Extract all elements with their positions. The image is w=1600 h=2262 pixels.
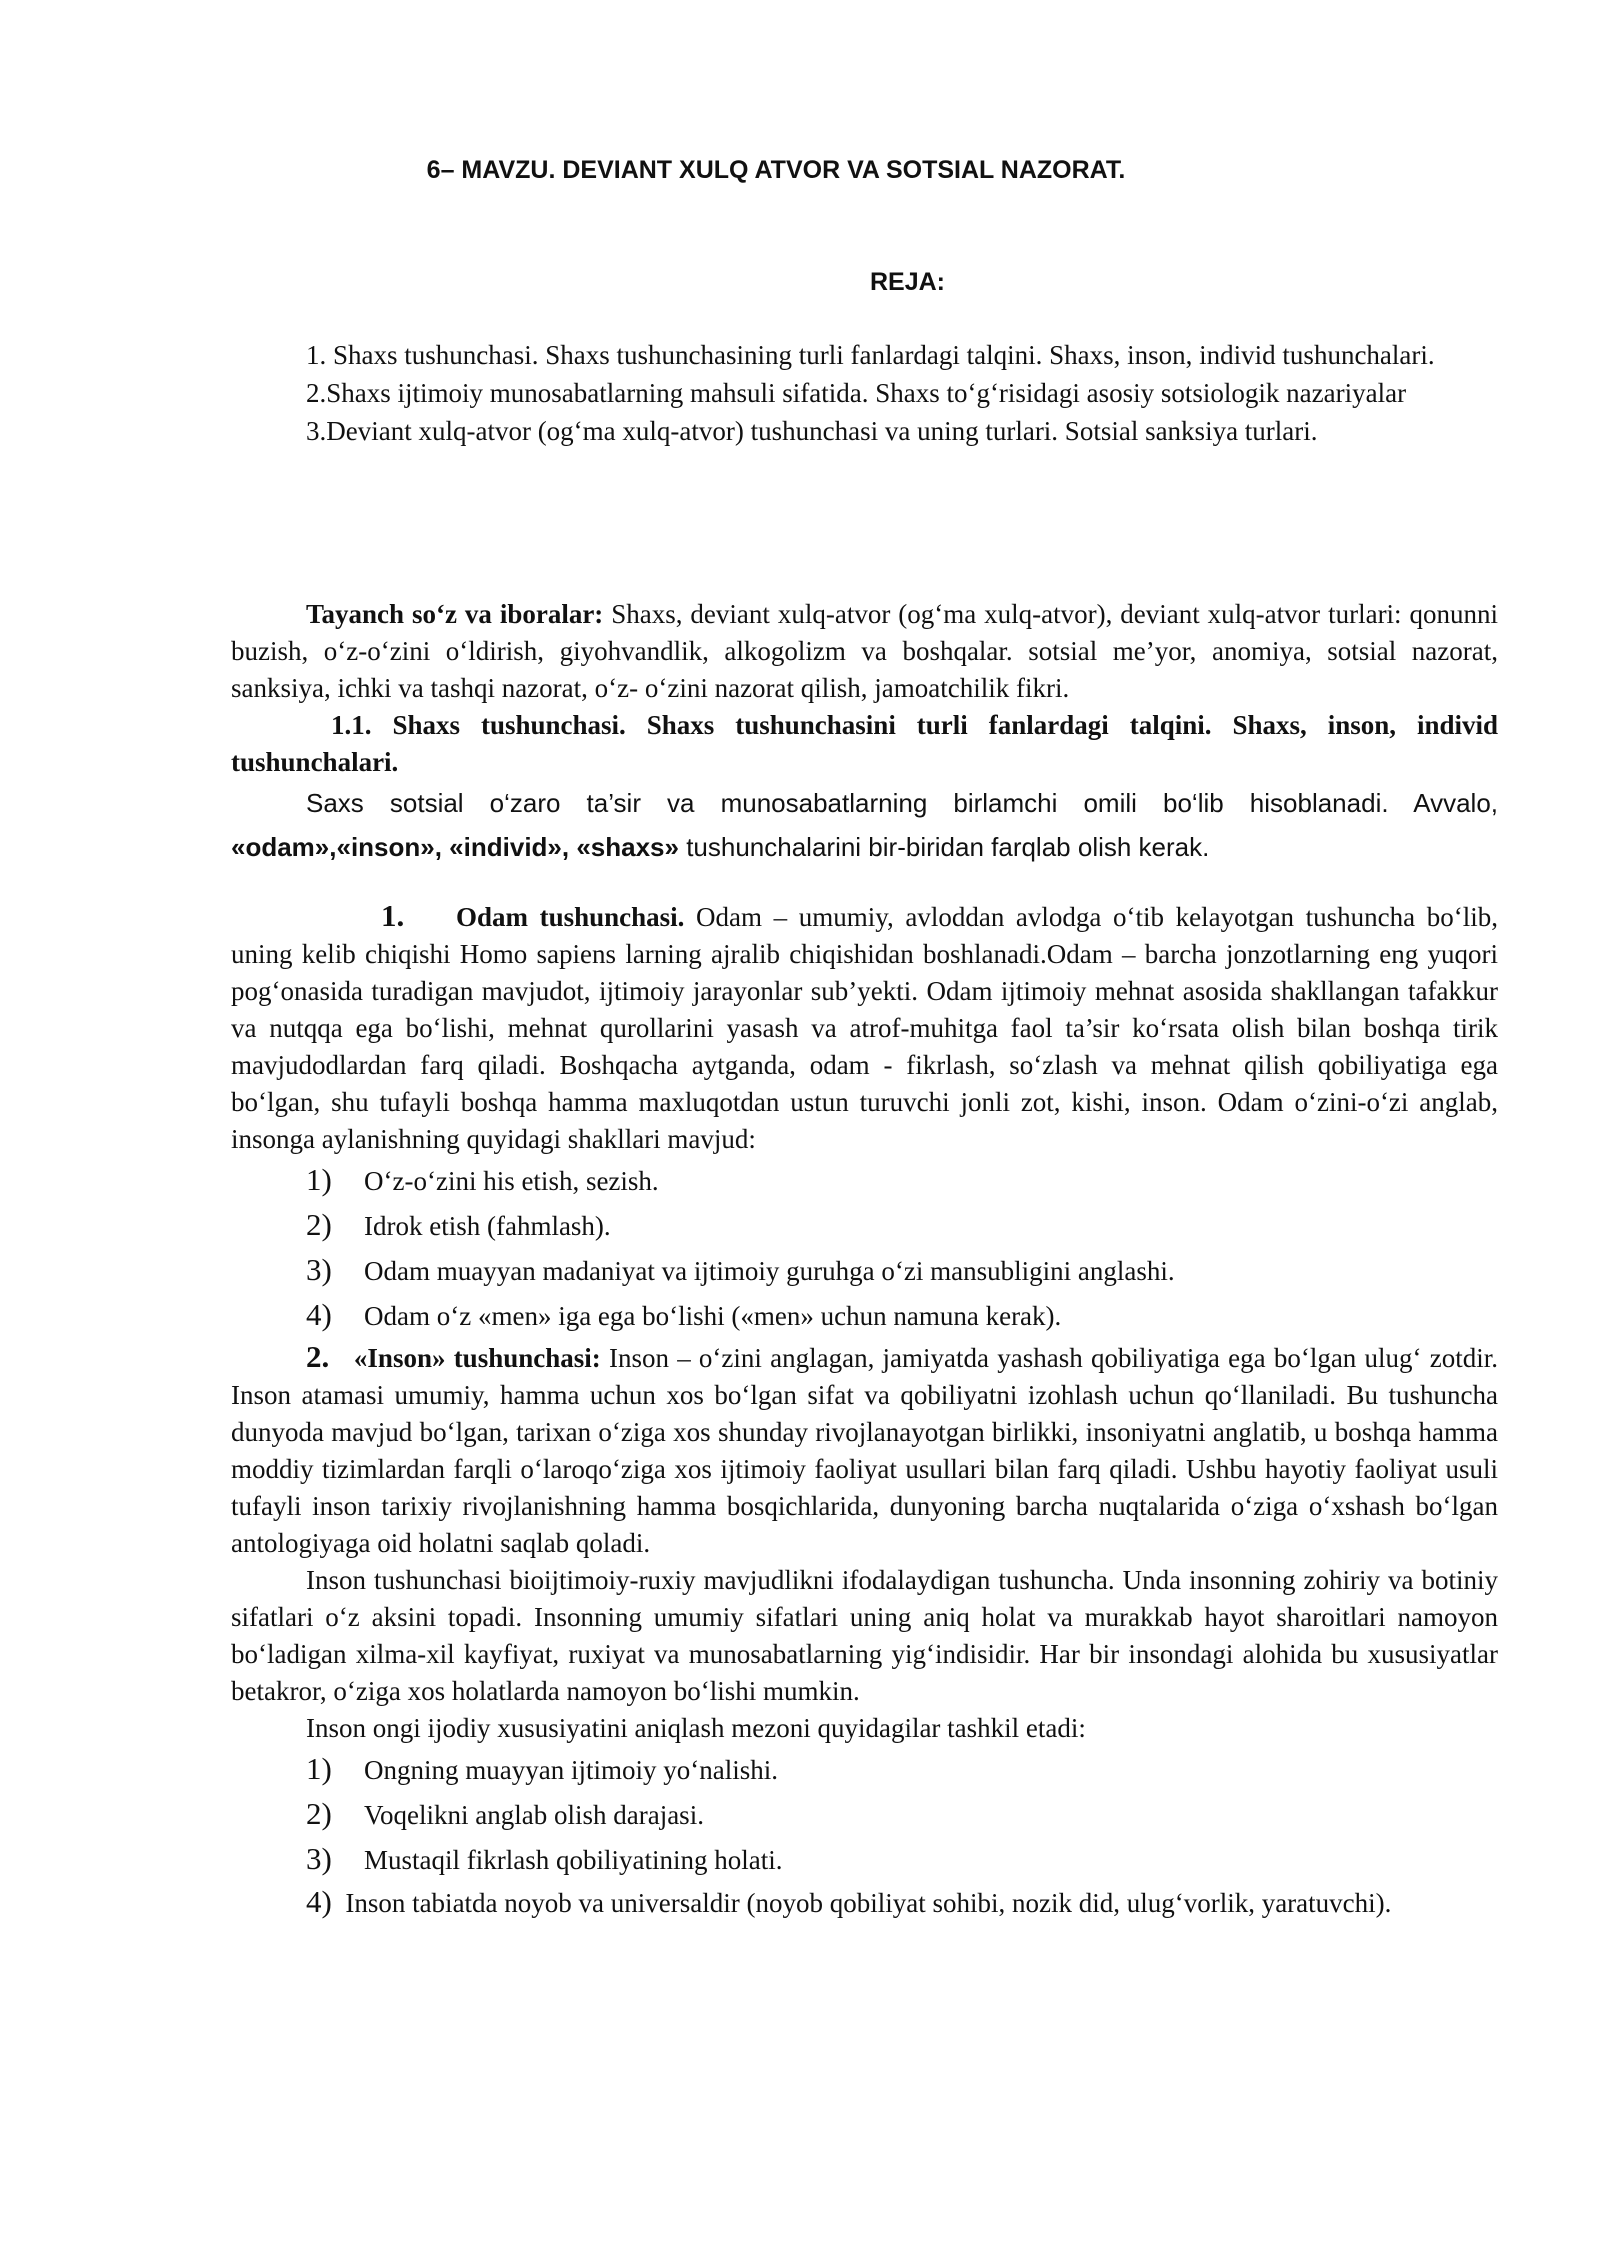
- list-item: [231, 1293, 1498, 1338]
- list-text: Inson tabiatda noyob va universaldir (noyob qobiliyat sohibi, nozik did, ulug‘vorlik, yaratuvchi).: [345, 1888, 1392, 1918]
- list-number: 2): [306, 1796, 332, 1831]
- inson-paragraph-2: Inson tushunchasi bioijtimoiy-ruxiy mavjudlikni ifodalaydigan tushuncha. Unda insonning zohiriy va botiniy sifatlari o‘z aksini topadi. Insonning umumiy sifatlari uning aniq holat va murakkab hayot sharoitlari namoyon bo‘ladigan xilma-xil kayfiyat, ruxiyat va munosabatlarning yig‘indisidir. Har bir insondagi alohida bu xususiyatlar betakror, o‘ziga xos holatlarda namoyon bo‘lishi mumkin.: [231, 1565, 1498, 1706]
- section-heading: 1.1. Shaxs tushunchasi. Shaxs tushunchasini turli fanlardagi talqini. Shaxs, inson, individ tushunchalari.: [231, 710, 1498, 777]
- list-text: Voqelikni anglab olish darajasi.: [364, 1800, 704, 1830]
- list-text: Mustaqil fikrlash qobiliyatining holati.: [364, 1845, 783, 1875]
- plan-item: 3.Deviant xulq-atvor (og‘ma xulq-atvor) tushunchasi va uning turlari. Sotsial sanksiya turlari.: [306, 416, 1318, 446]
- odam-text: Odam – umumiy, avloddan avlodga o‘tib kelayotgan tushuncha bo‘lib, uning kelib chiqishi Homo sapiens larning ajralib chiqishidan boshlanadi.Odam – barcha jonzotlarning eng yuqori pog‘onasida turadigan mavjudot, ijtimoiy jarayonlar sub’yekti. Odam ijtimoiy mehnat asosida shakllangan tafakkur va nutqqa ega bo‘lishi, mehnat qurollarini yasash va atrof-muhitga faol ta’sir ko‘rsata olish bilan boshqa tirik mavjudodlardan farq qiladi. Boshqacha aytganda, odam - fikrlash, so‘zlash va mehnat qilish qobiliyatiga ega bo‘lgan, shu tufayli boshqa hamma maxluqotdan ustun turuvchi jonli zot, kishi, inson. Odam o‘zini-o‘zi anglab, insonga aylanishning quyidagi shakllari mavjud:: [231, 902, 1498, 1154]
- list-item: [231, 1792, 1498, 1837]
- keywords-label: Tayanch so‘z va iboralar:: [306, 599, 604, 629]
- plan-heading: REJA:: [870, 268, 946, 296]
- list-text: O‘z-o‘zini his etish, sezish.: [364, 1166, 659, 1196]
- inson-last-item: [231, 1882, 1498, 1923]
- inson-paragraph-3: Inson ongi ijodiy xususiyatini aniqlash mezoni quyidagilar tashkil etadi:: [306, 1713, 1086, 1743]
- inson-number: 2.: [306, 1339, 330, 1374]
- list-number: 3): [306, 1841, 332, 1876]
- list-text: Odam muayyan madaniyat va ijtimoiy guruhga o‘zi mansubligini anglashi.: [364, 1256, 1175, 1286]
- list-item: [231, 1747, 1498, 1792]
- list-number: 2): [306, 1207, 332, 1242]
- intro-terms: «odam»,«inson», «individ», «shaxs»: [231, 832, 679, 862]
- plan-item: 2.Shaxs ijtimoiy munosabatlarning mahsuli sifatida. Shaxs to‘g‘risidagi asosiy sotsiologik nazariyalar: [306, 378, 1407, 408]
- odam-number: 1.: [381, 898, 405, 933]
- keywords-paragraph: [231, 596, 1498, 707]
- odam-number-wrap: [306, 897, 456, 936]
- list-number: 4): [306, 1884, 332, 1919]
- list-item: [231, 1248, 1498, 1293]
- inson-list: [231, 1747, 1498, 1882]
- odam-paragraph: [231, 897, 1498, 1158]
- plan-item: 1. Shaxs tushunchasi. Shaxs tushunchasining turli fanlardagi talqini. Shaxs, inson, individ tushunchalari.: [306, 340, 1435, 370]
- list-item: [231, 1837, 1498, 1882]
- list-number: 3): [306, 1252, 332, 1287]
- page-title: [0, 156, 1600, 185]
- odam-label: Odam tushunchasi.: [456, 902, 685, 932]
- odam-list: [231, 1158, 1498, 1338]
- list-text: Odam o‘z «men» iga ega bo‘lishi («men» uchun namuna kerak).: [364, 1301, 1062, 1331]
- list-item: [231, 1158, 1498, 1203]
- list-text: Idrok etish (fahmlash).: [364, 1211, 611, 1241]
- list-number: 1): [306, 1751, 332, 1786]
- keywords-text: Shaxs, deviant xulq-atvor (og‘ma xulq-atvor), deviant xulq-atvor turlari: qonunni buzish, o‘z-o‘zini o‘ldirish, giyohvandlik, alkogolizm va boshqalar. sotsial me’yor, anomiya, sotsial nazorat, sanksiya, ichki va tashqi nazorat, o‘z- o‘zini nazorat qilish, jamoatchilik fikri.: [231, 599, 1498, 703]
- inson-paragraph: [231, 1338, 1498, 1562]
- intro-text-end: tushunchalarini bir-biridan farqlab olish kerak.: [678, 832, 1210, 862]
- inson-text: Inson – o‘zini anglagan, jamiyatda yashash qobiliyatiga ega bo‘lgan ulug‘ zotdir. Inson atamasi umumiy, hamma uchun xos bo‘lgan sifat va qobiliyatni izohlash uchun qo‘llaniladi. Bu tushuncha dunyoda mavjud bo‘lgan, tarixan o‘ziga xos shunday rivojlanayotgan birlikki, insoniyatni anglatib, u boshqa hamma moddiy tizimlardan farqli o‘laroqo‘ziga xos ijtimoiy faoliyat usullari bilan farq qiladi. Ushbu hayotiy faoliyat usuli tufayli inson tarixiy rivojlanishning hamma bosqichlarida, dunyoning barcha nuqtalarida o‘ziga o‘xshash bo‘lgan antologiyaga oid holatni saqlab qoladi.: [231, 1343, 1498, 1558]
- intro-paragraph: [231, 781, 1498, 869]
- list-text: Ongning muayyan ijtimoiy yo‘nalishi.: [364, 1755, 778, 1785]
- list-item: [231, 1203, 1498, 1248]
- list-number: 1): [306, 1162, 332, 1197]
- list-number: 4): [306, 1297, 332, 1332]
- document-body: [231, 596, 1498, 1923]
- intro-text: Saxs sotsial o‘zaro ta’sir va munosabatlarning birlamchi omili bo‘lib hisoblanadi. Avvalo,: [306, 788, 1498, 818]
- title-text: 6– MAVZU. DEVIANT XULQ ATVOR VA SOTSIAL NAZORAT.: [426, 156, 1126, 184]
- plan-list: [306, 336, 1498, 450]
- inson-label: «Inson» tushunchasi:: [353, 1343, 601, 1373]
